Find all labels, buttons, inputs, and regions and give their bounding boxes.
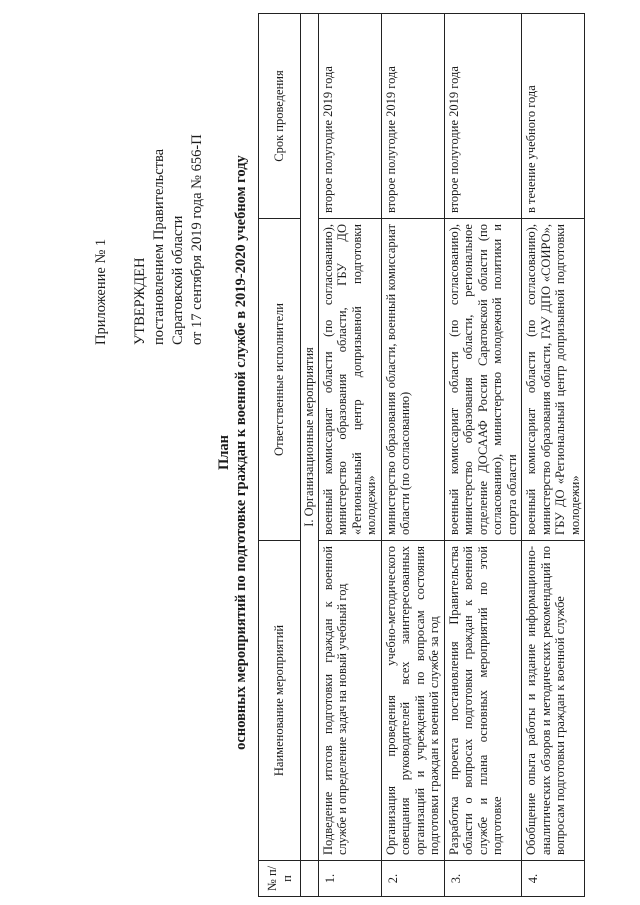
row-executors: военный комиссариат области (по согласованию), министерство образования области, региональное отделение ДОСААФ России Саратовской области (по согласованию), министерство молодежной политики и спорта области	[444, 219, 522, 541]
table-row	[444, 14, 522, 897]
document-title-block	[216, 0, 250, 905]
appendix-label: Приложение № 1	[93, 238, 109, 345]
row-num: 3.	[444, 861, 522, 897]
row-term: второе полугодие 2019 года	[318, 14, 381, 219]
row-num: 2.	[381, 861, 444, 897]
row-executors: военный комиссариат области (по согласованию), министерство образования области, ГАУ ДПО «СОИРО», ГБУ ДО «Региональный центр допризывной подготовки молодежи»	[522, 219, 585, 541]
approved-label: УТВЕРЖДЕН	[132, 257, 148, 345]
header-term: Срок проведения	[259, 14, 301, 219]
row-executors: министерство образования области, военный комиссариат области (по согласованию)	[381, 219, 444, 541]
approval-line: от 17 сентября 2019 года № 656-П	[189, 134, 205, 345]
table-row	[318, 14, 381, 897]
table-row	[522, 14, 585, 897]
approval-line: постановлением Правительства	[151, 148, 167, 345]
row-num: 4.	[522, 861, 585, 897]
header-name: Наименование мероприятий	[259, 541, 301, 861]
approval-line: Саратовской области	[170, 215, 186, 345]
section-row	[301, 14, 319, 897]
row-term: в течение учебного года	[522, 14, 585, 219]
table-row	[381, 14, 444, 897]
row-term: второе полугодие 2019 года	[444, 14, 522, 219]
row-name: Обобщение опыта работы и издание информационно-аналитических обзоров и методических рекомендаций по вопросам подготовки граждан к военной службе	[522, 541, 585, 861]
row-term: второе полугодие 2019 года	[381, 14, 444, 219]
section-title: I. Организационные мероприятия	[301, 14, 319, 861]
row-name: Разработка проекта постановления Правительства области о вопросах подготовки граждан к военной службе и плана основных мероприятий по этой подготовке	[444, 541, 522, 861]
row-name: Подведение итогов подготовки граждан к военной службе и определение задач на новый учебный год	[318, 541, 381, 861]
header-executors: Ответственные исполнители	[259, 219, 301, 541]
row-executors: военный комиссариат области (по согласованию), министерство образования области, ГБУ ДО «Региональный центр допризывной подготовки молодежи»	[318, 219, 381, 541]
header-num: № п/п	[259, 861, 301, 897]
document-title: План	[216, 434, 232, 471]
approval-stamp	[92, 25, 207, 345]
plan-table	[258, 13, 585, 897]
row-num: 1.	[318, 861, 381, 897]
document-subtitle: основных мероприятий по подготовке граждан к военной службе в 2019-2020 учебном году	[233, 155, 249, 750]
table-header-row	[259, 14, 301, 897]
row-name: Организация проведения учебно-методического совещания руководителей всех заинтересованных организаций и учреждений по вопросам состояния подготовки граждан к военной службе за год	[381, 541, 444, 861]
